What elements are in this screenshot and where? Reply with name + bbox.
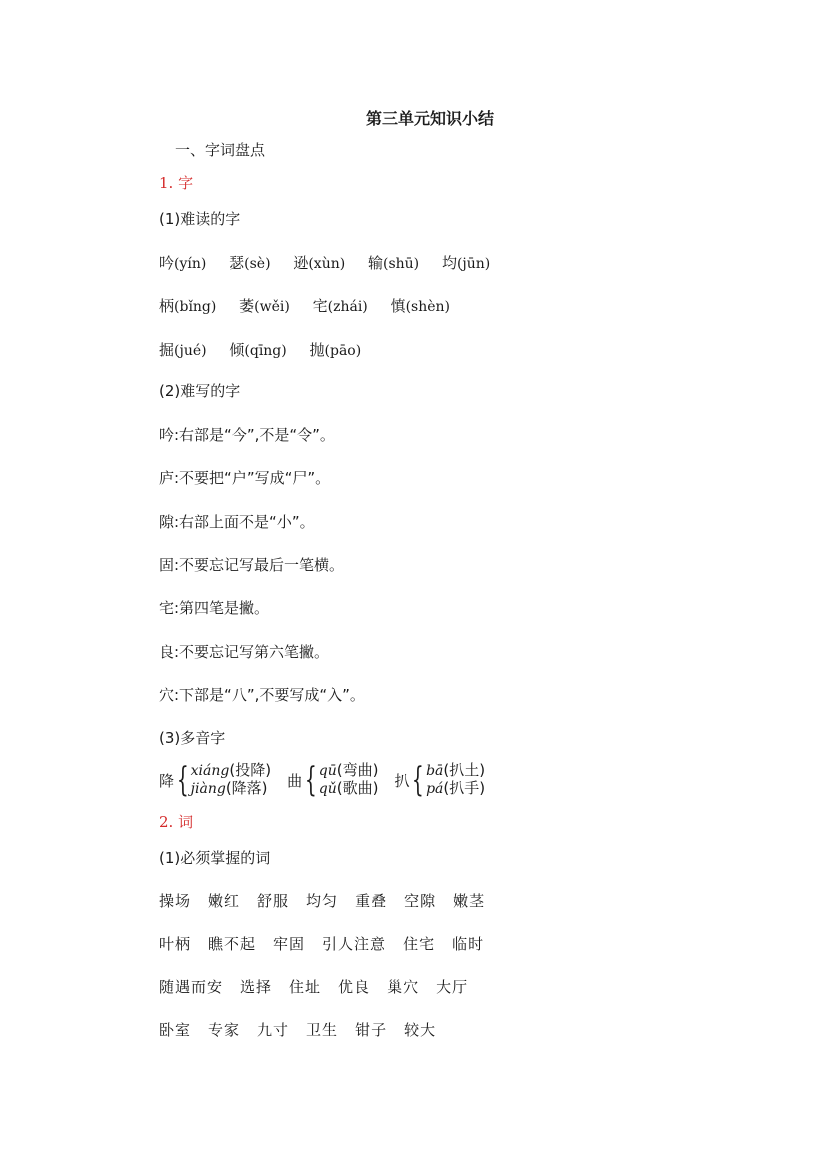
pinyin: (pāo) [324,343,362,359]
hard-read-item [159,297,216,315]
word: 卫生 [306,1021,339,1039]
word: 舒服 [257,892,290,910]
hard-read-heading: (1)难读的字 [159,210,241,228]
pinyin: (yín) [174,256,207,272]
pinyin: (shèn) [405,299,450,315]
pinyin: (sè) [244,256,271,272]
word: 均匀 [306,892,339,910]
polyphone-heading: (3)多音字 [159,729,226,747]
polyphone-reading: xiáng(投降) [190,761,272,779]
word: 叶柄 [159,935,192,953]
char: 吟 [159,254,175,272]
word: 优良 [338,978,371,996]
word: 巢穴 [387,978,420,996]
pinyin: (qīng) [244,343,287,359]
word: 住址 [289,978,322,996]
polyphone-char: 扒 [394,771,410,790]
hard-write-line: 宅:第四笔是撇。 [159,599,270,617]
char: 柄 [159,297,175,315]
word: 瞧不起 [208,935,257,953]
pinyin: (shū) [383,256,420,272]
hard-read-item [239,297,290,315]
word: 钳子 [355,1021,388,1039]
word: 引人注意 [322,935,387,953]
word-row-3 [159,976,485,997]
word-row-1 [159,890,502,911]
char: 逊 [293,254,309,272]
polyphone-reading: qǔ(歌曲) [318,779,379,797]
word: 重叠 [355,892,388,910]
polyphone-char: 降 [159,771,175,790]
hard-read-item [293,254,345,272]
word: 操场 [159,892,192,910]
hard-write-line: 穴:下部是“八”,不要写成“入”。 [159,686,365,704]
word-row-4 [159,1019,453,1040]
hard-write-line: 良:不要忘记写第六笔撇。 [159,643,330,661]
word: 嫩红 [208,892,241,910]
brace-icon: { [304,760,317,800]
hard-read-item [442,254,490,272]
word: 牢固 [273,935,306,953]
char: 宅 [312,297,328,315]
polyphone-item [159,762,271,798]
part-heading-characters: 1. 字 [159,174,194,192]
hard-read-row-3 [159,339,379,360]
polyphone-list [159,762,501,798]
hard-read-item [368,254,419,272]
word: 嫩茎 [453,892,486,910]
word: 较大 [404,1021,437,1039]
polyphone-reading: jiàng(降落) [190,779,268,797]
pinyin: (bǐng) [174,299,217,315]
word: 九寸 [257,1021,290,1039]
hard-write-line: 吟:右部是“今”,不是“令”。 [159,426,335,444]
brace-icon: { [176,760,189,800]
char: 抛 [309,341,325,359]
hard-write-line: 庐:不要把“户”写成“尸”。 [159,469,331,487]
word: 卧室 [159,1021,192,1039]
polyphone-reading: pá(扒手) [426,779,486,797]
word: 随遇而安 [159,978,224,996]
word: 临时 [452,935,485,953]
pinyin: (zhái) [327,299,368,315]
hard-write-heading: (2)难写的字 [159,382,241,400]
section-heading-words: 一、字词盘点 [175,141,266,159]
polyphone-char: 曲 [287,771,303,790]
hard-write-line: 隙:右部上面不是“小”。 [159,513,315,531]
word: 住宅 [403,935,436,953]
hard-read-item [159,254,206,272]
page-title: 第三单元知识小结 [365,109,494,128]
polyphone-item [287,762,378,798]
hard-read-item [159,341,207,359]
pinyin: (jūn) [456,256,491,272]
char: 均 [441,254,457,272]
hard-read-item [229,341,286,359]
hard-read-item [391,297,450,315]
char: 慎 [390,297,406,315]
pinyin: (xùn) [308,256,346,272]
brace-icon: { [412,760,425,800]
char: 瑟 [229,254,245,272]
char: 萎 [239,297,255,315]
hard-read-row-2 [159,295,468,316]
word: 大厅 [436,978,469,996]
hard-read-item [310,341,362,359]
word: 选择 [240,978,273,996]
part-heading-words: 2. 词 [159,813,194,831]
hard-read-item [313,297,368,315]
hard-read-row-1 [159,252,508,273]
word: 专家 [208,1021,241,1039]
hard-write-line: 固:不要忘记写最后一笔横。 [159,556,345,574]
polyphone-reading: bā(扒土) [426,761,486,779]
polyphone-item [394,762,485,798]
char: 输 [367,254,383,272]
char: 掘 [159,341,175,359]
pinyin: (wěi) [254,299,290,315]
words-heading: (1)必须掌握的词 [159,849,271,867]
hard-read-item [229,254,270,272]
char: 倾 [229,341,245,359]
pinyin: (jué) [174,343,207,359]
word: 空隙 [404,892,437,910]
polyphone-reading: qū(弯曲) [318,761,379,779]
word-row-2 [159,933,501,954]
